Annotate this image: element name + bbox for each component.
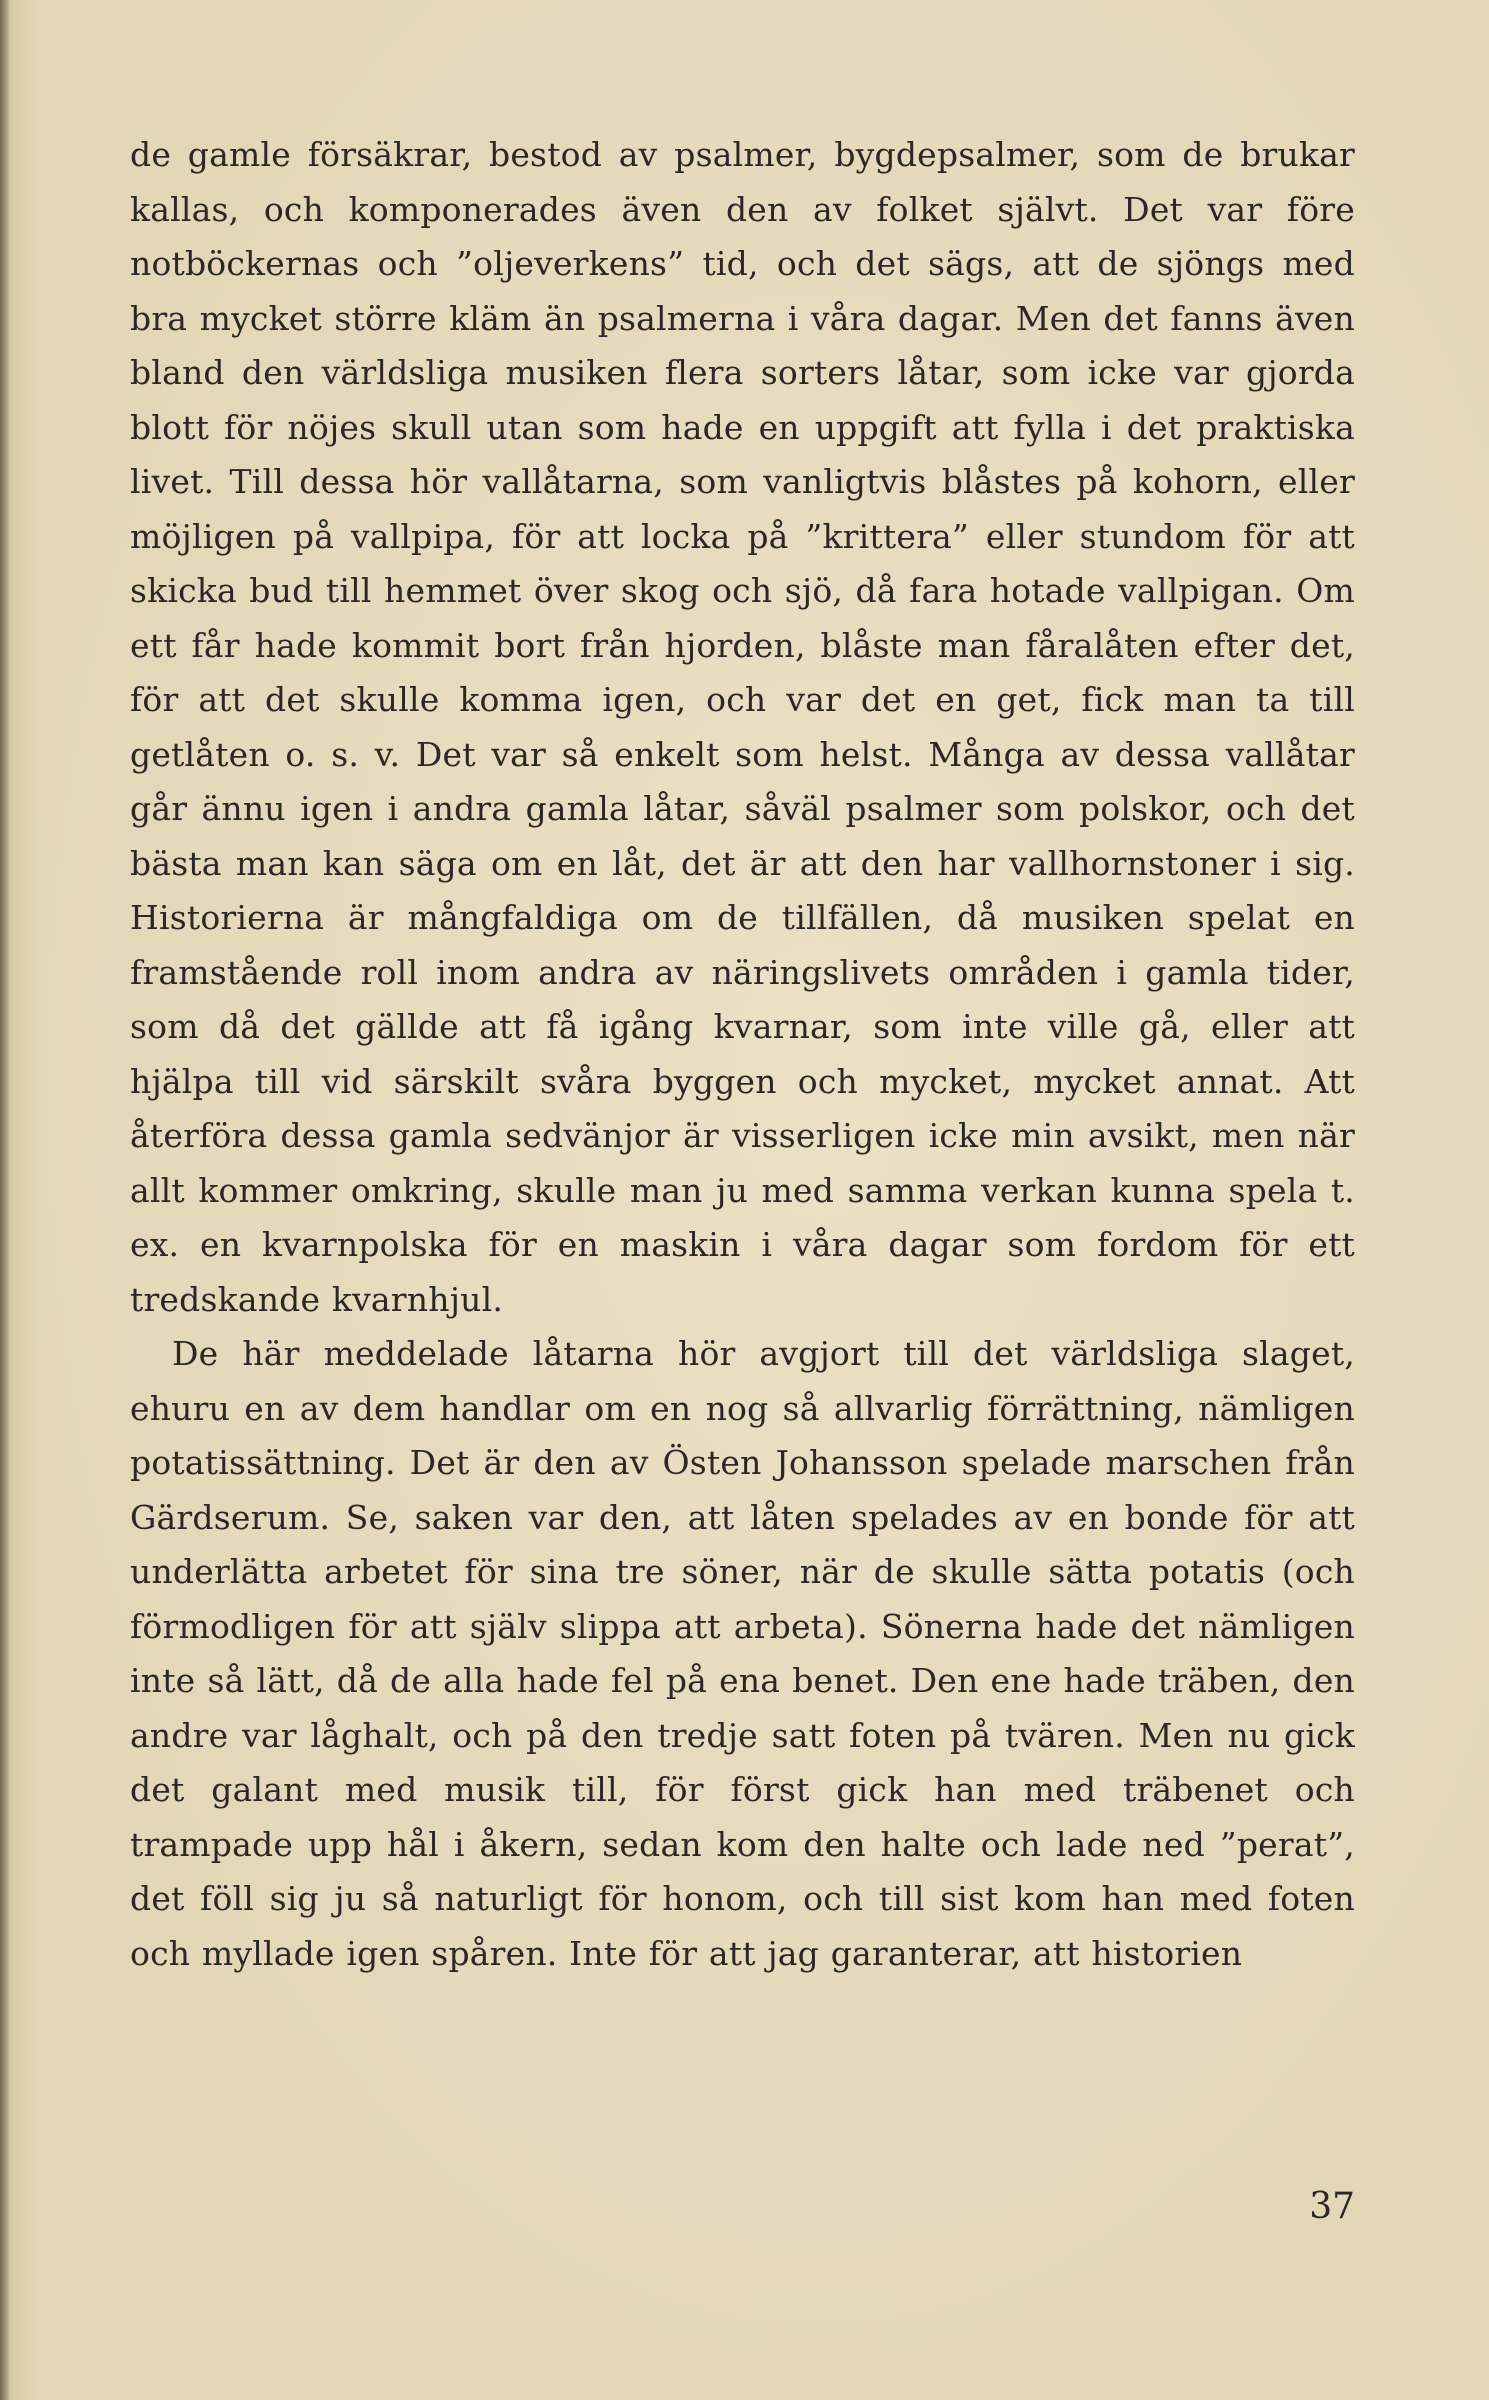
- paragraph-1: de gamle försäkrar, bestod av psalmer, bygdepsalmer, som de brukar kallas, och komponerades även den av folket självt. Det var före notböckernas och ”oljeverkens” tid, och det sägs, att de sjöngs med bra mycket större kläm än psalmerna i våra dagar. Men det fanns även bland den världsliga musiken flera sorters låtar, som icke var gjorda blott för nöjes skull utan som hade en uppgift att fylla i det praktiska livet. Till dessa hör vallåtarna, som vanligtvis blåstes på kohorn, eller möjligen på vallpipa, för att locka på ”krittera” eller stundom för att skicka bud till hemmet över skog och sjö, då fara hotade vallpigan. Om ett får hade kommit bort från hjorden, blåste man fåralåten efter det, för att det skulle komma igen, och var det en get, fick man ta till getlåten o. s. v. Det var så enkelt som helst. Många av dessa vallåtar går ännu igen i andra gamla låtar, såväl psalmer som polskor, och det bästa man kan säga om en låt, det är att den har vallhornstoner i sig. Historierna är mångfaldiga om de tillfällen, då musiken spelat en framstående roll inom andra av näringslivets områden i gamla tider, som då det gällde att få igång kvarnar, som inte ville gå, eller att hjälpa till vid särskilt svåra byggen och mycket, mycket annat. Att återföra dessa gamla sedvänjor är visserligen icke min avsikt, men när allt kommer omkring, skulle man ju med samma verkan kunna spela t. ex. en kvarnpolska för en maskin i våra dagar som fordom för ett tredskande kvarnhjul.: [130, 135, 1355, 1319]
- page-number: 37: [1309, 2186, 1355, 2227]
- book-spine-shadow: [0, 0, 10, 2400]
- paragraph-2: De här meddelade låtarna hör avgjort till det världsliga slaget, ehuru en av dem handlar om en nog så allvarlig förrättning, nämligen potatissättning. Det är den av Östen Johansson spelade marschen från Gärdserum. Se, saken var den, att låten spelades av en bonde för att underlätta arbetet för sina tre söner, när de skulle sätta potatis (och förmodligen för att själv slippa att arbeta). Sönerna hade det nämligen inte så lätt, då de alla hade fel på ena benet. Den ene hade träben, den andre var låghalt, och på den tredje satt foten på tvären. Men nu gick det galant med musik till, för först gick han med träbenet och trampade upp hål i åkern, sedan kom den halte och lade ned ”perat”, det föll sig ju så naturligt för honom, och till sist kom han med foten och myllade igen spåren. Inte för att jag garanterar, att historien: [130, 1334, 1355, 1973]
- body-text: [130, 128, 1355, 1981]
